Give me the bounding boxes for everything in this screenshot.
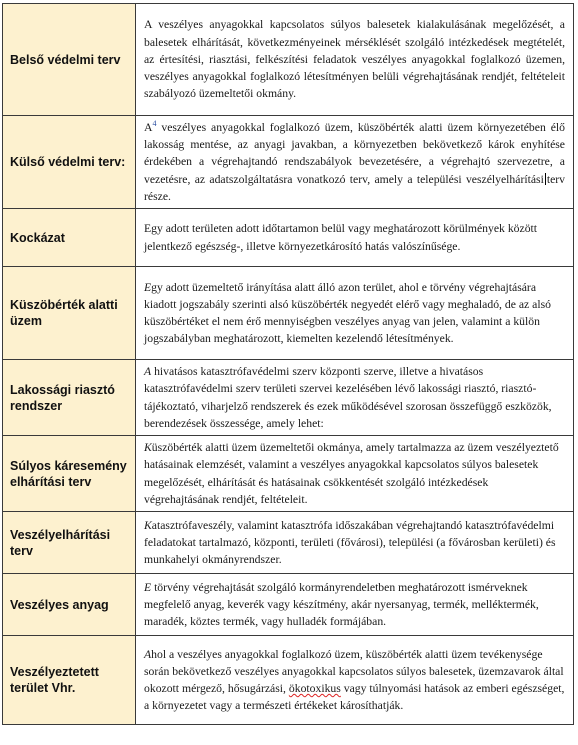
term-cell: Küszöbérték alatti üzem xyxy=(3,267,136,360)
definition-text: atasztrófaveszély, valamint katasztrófa időszakában végrehajtandó katasztrófavédelmi feladatokat tartalmazó, központi, területi (fővárosi), települési (a fővárosban kerületi) és munkahelyi okmányrendszer. xyxy=(144,518,556,567)
definition-cell xyxy=(136,636,574,725)
footnote-reference-link[interactable]: 4 xyxy=(152,119,157,129)
definition-text: terv része. xyxy=(144,172,565,203)
initial-letter: A xyxy=(144,365,152,379)
definition-cell xyxy=(136,436,574,512)
term-cell: Veszélyeztetett terület Vhr. xyxy=(3,636,136,725)
definition-text: gy adott üzemeltető irányítása alatt álló azon terület, ahol e törvény végrehajtására kiadott jogszabály szerinti alsó küszöbérték negyedét elérő vagy meghaladó, de az alsó küszöbértéket el nem érő mennyiségben veszélyes anyag van jelen, valamint a külön jogszabályban meghatározott, kiemelten kezelendő létesítmények. xyxy=(144,280,551,346)
definition-text: törvény végrehajtását szolgáló kormányrendeletben meghatározott ismérveknek megfelelő anyag, keverék vagy készítmény, akár nyersanyag, termék, melléktermék, maradék, köztes termék, vagy hulladék formájában. xyxy=(144,580,539,629)
initial-letter: A xyxy=(144,647,152,661)
definition-cell xyxy=(136,267,574,360)
term-cell: Külső védelmi terv: xyxy=(3,116,136,209)
definition-text: vagy túlnyomási hatások az emberi egészséget, a környezetet vagy a természeti értékeket károsíthatják. xyxy=(144,682,565,713)
definition-text: üszöbérték alatti üzem üzemeltetői okmánya, amely tartalmazza az üzem veszélyeztető hatásainak elemzését, valamint a veszélyes anyagokkal kapcsolatos súlyos balesetek megelőzését, elhárítását és hatásainak csökkentését szolgáló intézkedések végrehajtásának rendjét, feltételeit. xyxy=(144,441,559,506)
definition-cell xyxy=(136,512,574,574)
table-row xyxy=(3,512,574,574)
term-cell: Lakossági riasztó rendszer xyxy=(3,360,136,436)
definitions-table xyxy=(2,3,574,725)
definition-cell xyxy=(136,574,574,636)
term-cell: Kockázat xyxy=(3,209,136,267)
table-row xyxy=(3,209,574,267)
table-row xyxy=(3,267,574,360)
initial-letter: E xyxy=(144,280,152,294)
definition-text: A xyxy=(144,121,153,134)
initial-letter: E xyxy=(144,580,152,594)
definition-text: hivatásos katasztrófavédelmi szerv központi szerve, illetve a hivatásos katasztrófavédelmi szerv területi szervei kezelésében lévő lakossági riasztó, riasztó-tájékoztató, viharjelző rendszerek és ezek működésével szorosan összefüggő eszközök, berendezések összessége, amely lehet: xyxy=(144,365,552,430)
term-cell: Veszélyes anyag xyxy=(3,574,136,636)
table-row xyxy=(3,116,574,209)
term-cell: Belső védelmi terv xyxy=(3,4,136,116)
table-row xyxy=(3,360,574,436)
definition-cell: A veszélyes anyagokkal kapcsolatos súlyos balesetek kialakulásának megelőzését, a balesetek elhárítását, következményeinek mérséklését szolgáló intézkedések megtételét, az értesítési, riasztási, felkészítési feladatok veszélyes anyagokkal foglalkozó üzemen, veszélyes anyagokkal foglalkozó létesítményen belüli végrehajtásának rendjét, feltételeit szabályozó üzemeltetői okmány. xyxy=(136,4,574,116)
initial-letter: K xyxy=(144,518,152,532)
spellcheck-flagged-word[interactable]: ökotoxikus xyxy=(288,682,341,696)
definition-cell xyxy=(136,116,574,209)
definition-cell xyxy=(136,360,574,436)
table-row xyxy=(3,436,574,512)
table-row xyxy=(3,636,574,725)
term-cell: Súlyos káresemény elhárítási terv xyxy=(3,436,136,512)
term-cell: Veszélyelhárítási terv xyxy=(3,512,136,574)
definition-text: veszélyes anyagokkal foglalkozó üzem, küszöbérték alatti üzem környezetében élő lakosság mentése, az anyagi javakban, a környezetben bekövetkező károk enyhítése érdekében a végrehajtandó rendszabályok bevezetésére, a végrehajtó szervezetre, a vezetésre, az adatszolgáltatásra vonatkozó terv, amely a települési veszélyelhárítási xyxy=(144,121,565,186)
initial-letter: K xyxy=(144,441,152,455)
text-cursor xyxy=(545,173,546,185)
table-row xyxy=(3,574,574,636)
definition-text: hol a veszélyes anyagokkal foglalkozó üzem, küszöbérték alatti üzem tevékenysége során bekövetkező veszélyes anyagokkal kapcsolatos súlyos balesetek, üzemzavarok által okozott mérgező, hősugárzási, xyxy=(144,647,564,696)
table-row xyxy=(3,4,574,116)
definition-cell: Egy adott területen adott időtartamon belül vagy meghatározott körülmények között jelentkező egészség-, illetve környezetkárosító hatás valószínűsége. xyxy=(136,209,574,267)
